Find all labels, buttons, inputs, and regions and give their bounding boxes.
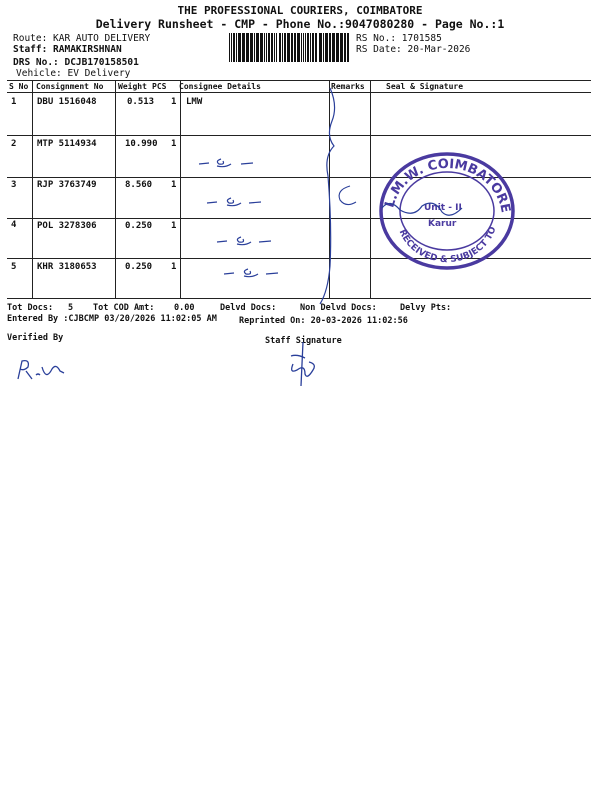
barcode-bar xyxy=(325,33,328,62)
barcode-bar xyxy=(242,33,245,62)
barcode-bar xyxy=(260,33,263,62)
col-header-seal-signature: Seal & Signature xyxy=(386,82,464,91)
barcode-bar xyxy=(315,33,317,62)
barcode-bar xyxy=(340,33,343,62)
company-title: THE PROFESSIONAL COURIERS, COIMBATORE xyxy=(177,4,423,17)
row-sno: 1 xyxy=(11,97,17,107)
row-consignment: KHR 3180653 xyxy=(37,262,97,272)
barcode-bar xyxy=(276,33,277,62)
row-divider xyxy=(7,135,591,136)
vehicle-info: Vehicle: EV Delivery xyxy=(16,68,131,79)
runsheet-subtitle: Delivery Runsheet - CMP - Phone No.:9047080280 - Page No.:1 xyxy=(95,17,505,31)
barcode-bar xyxy=(319,33,322,62)
staff-info: Staff: RAMAKIRSHNAN xyxy=(13,44,122,55)
row-sno: 2 xyxy=(11,139,17,149)
drs-info: DRS No.: DCJB170158501 xyxy=(13,57,139,68)
barcode-bar xyxy=(347,33,349,62)
reprinted-on: Reprinted On: 20-03-2026 11:02:56 xyxy=(239,316,408,326)
rs-date: RS Date: 20-Mar-2026 xyxy=(356,44,471,55)
barcode-bar xyxy=(271,33,273,62)
entered-by: Entered By :CJBCMP 03/20/2026 11:02:05 AM xyxy=(7,314,217,324)
row-weight: 0.250 xyxy=(125,221,153,231)
tot-cod-label: Tot COD Amt: xyxy=(93,303,155,313)
row-weight: 10.990 xyxy=(125,139,158,149)
barcode-bar xyxy=(301,33,302,62)
row-sno: 4 xyxy=(11,220,17,230)
row-weight: 0.513 xyxy=(127,97,155,107)
route-info: Route: KAR AUTO DELIVERY xyxy=(13,33,151,44)
verifier-signature xyxy=(12,355,67,385)
tot-docs-value: 5 xyxy=(68,303,74,313)
ditto-mark xyxy=(215,233,285,249)
stamp-place: Karur xyxy=(428,219,457,229)
col-header-weight: Weight xyxy=(118,82,147,91)
barcode-bar xyxy=(323,33,324,62)
stamp-unit: Unit - II xyxy=(424,203,462,213)
table-border-top xyxy=(7,80,591,81)
barcode-bar xyxy=(291,33,293,62)
company-stamp xyxy=(370,148,520,273)
non-delvd-docs-label: Non Delvd Docs: xyxy=(300,303,377,313)
row-pcs: 1 xyxy=(171,262,177,272)
column-divider xyxy=(32,80,33,298)
barcode-bar xyxy=(329,33,331,62)
bracket-mark xyxy=(300,86,360,308)
col-header-consignment: Consignment No xyxy=(36,82,104,91)
staff-signature-label: Staff Signature xyxy=(265,336,342,346)
barcode-bar xyxy=(268,33,270,62)
barcode-bar xyxy=(332,33,335,62)
col-header-consignee: Consignee Details xyxy=(179,82,261,91)
barcode-bar xyxy=(297,33,300,62)
barcode-bar xyxy=(246,33,249,62)
row-pcs: 1 xyxy=(171,97,177,107)
row-weight: 8.560 xyxy=(125,180,153,190)
row-weight: 0.250 xyxy=(125,262,153,272)
stamp-text: L.M.W. COIMBATORE xyxy=(382,156,513,215)
ditto-mark xyxy=(195,155,265,171)
barcode-bar xyxy=(303,33,304,62)
delvd-docs-label: Delvd Docs: xyxy=(220,303,277,313)
staff-signature xyxy=(283,340,323,390)
row-consignment: RJP 3763749 xyxy=(37,180,97,190)
barcode-bar xyxy=(229,33,230,62)
row-consignment: MTP 5114934 xyxy=(37,139,97,149)
barcode-bar xyxy=(266,33,267,62)
barcode-image xyxy=(228,33,352,62)
rs-number: RS No.: 1701585 xyxy=(356,33,442,44)
barcode-bar xyxy=(344,33,346,62)
barcode-bar xyxy=(264,33,265,62)
barcode-bar xyxy=(305,33,306,62)
ditto-mark xyxy=(205,194,275,210)
barcode-bar xyxy=(236,33,237,62)
barcode-bar xyxy=(274,33,275,62)
row-consignee: LMW xyxy=(186,97,203,107)
barcode-bar xyxy=(256,33,259,62)
row-sno: 3 xyxy=(11,180,17,190)
col-header-pcs: PCS xyxy=(152,82,167,91)
barcode-bar xyxy=(250,33,253,62)
barcode-bar xyxy=(231,33,232,62)
barcode-bar xyxy=(310,33,311,62)
row-pcs: 1 xyxy=(171,221,177,231)
barcode-bar xyxy=(287,33,290,62)
barcode-bar xyxy=(284,33,286,62)
barcode-bar xyxy=(307,33,309,62)
column-divider xyxy=(115,80,116,298)
tot-cod-value: 0.00 xyxy=(174,303,195,313)
row-pcs: 1 xyxy=(171,139,177,149)
barcode-bar xyxy=(254,33,255,62)
delvy-pts-label: Delvy Pts: xyxy=(400,303,452,313)
barcode-bar xyxy=(312,33,314,62)
table-border-bottom xyxy=(7,298,591,299)
ditto-mark xyxy=(222,265,292,281)
tot-docs-label: Tot Docs: xyxy=(7,303,54,313)
barcode-bar xyxy=(294,33,296,62)
barcode-bar xyxy=(279,33,281,62)
col-header-sno: S No xyxy=(9,82,29,91)
barcode-bar xyxy=(233,33,235,62)
barcode-bar xyxy=(238,33,241,62)
row-consignment: DBU 1516048 xyxy=(37,97,97,107)
table-header-divider xyxy=(7,92,591,93)
stamp-lower-text: RECEIVED & SUBJECT TO xyxy=(396,225,499,266)
row-sno: 5 xyxy=(11,262,17,272)
col-header-remarks: Remarks xyxy=(331,82,365,91)
row-consignment: POL 3278306 xyxy=(37,221,97,231)
row-pcs: 1 xyxy=(171,180,177,190)
verified-by-label: Verified By xyxy=(7,333,64,343)
barcode-bar xyxy=(282,33,283,62)
barcode-bar xyxy=(336,33,339,62)
column-divider xyxy=(180,80,181,298)
